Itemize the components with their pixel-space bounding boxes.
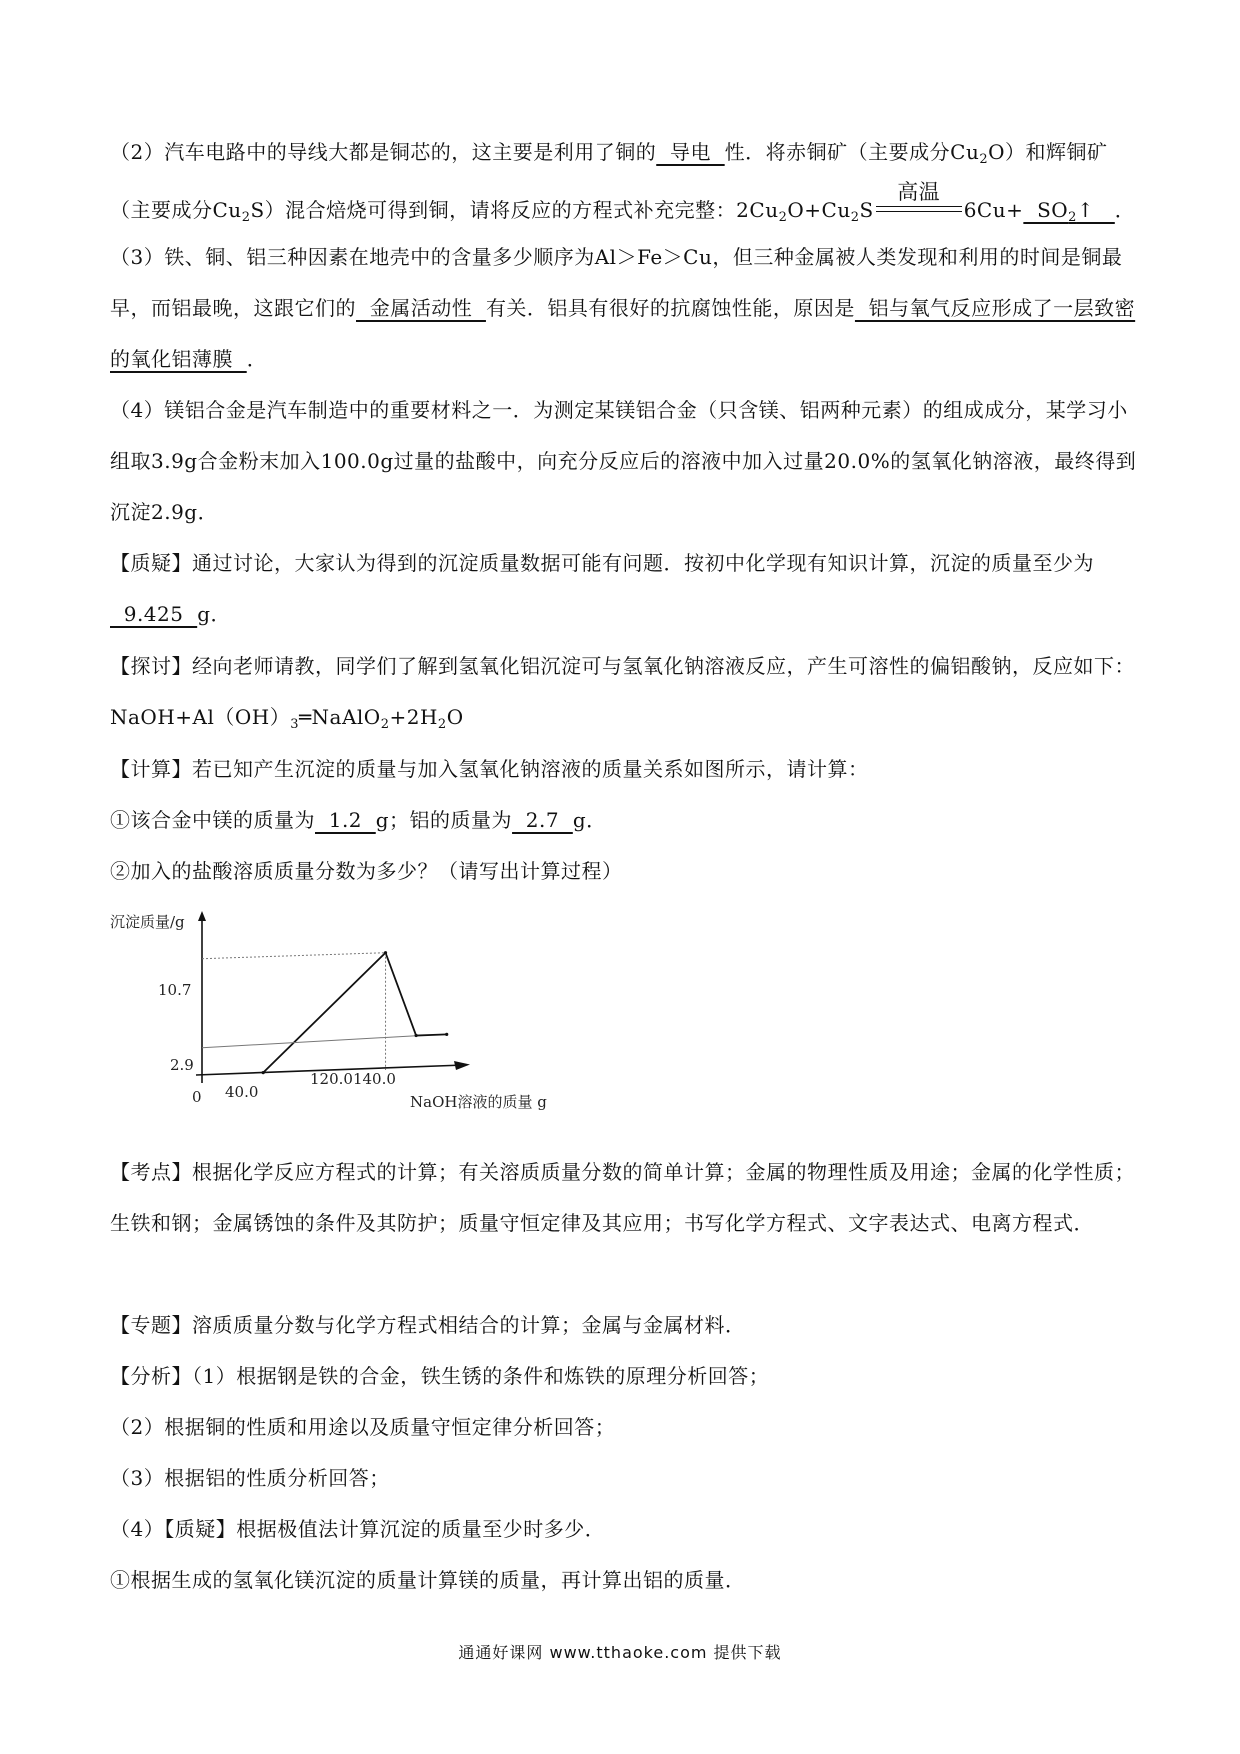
q2-text-2: 性．将赤铜矿（主要成分Cu: [724, 140, 980, 164]
q2-end: ．: [1114, 198, 1136, 222]
section-jisuan: [110, 744, 1140, 795]
subscript: 2: [979, 152, 989, 167]
q2-text-5: O+Cu: [787, 198, 851, 222]
answer-so2-arrow: ↑: [1076, 198, 1115, 222]
origin-label: 0: [192, 1088, 202, 1106]
equation-line-top: [876, 206, 962, 207]
tantao-text-2: ═NaAlO: [298, 705, 381, 729]
section-kaodian: [110, 1147, 1140, 1249]
series-line: [263, 953, 447, 1073]
q2-text-7: 6Cu+: [963, 198, 1024, 222]
q2-text-3: O）和辉铜矿（主要成分Cu: [110, 140, 1108, 222]
condition-high-temperature: 高温: [897, 180, 941, 204]
tag-fenxi: 【分析】: [110, 1364, 192, 1388]
question-4: [110, 385, 1140, 538]
answer-blank-oxide-film: 铝与氧气反应形成了一层致密的氧化铝薄膜: [110, 296, 1136, 371]
chart-svg: [110, 905, 610, 1120]
item1-end: g．: [572, 808, 607, 832]
question-3: [110, 232, 1140, 385]
page-footer: 通通好课网 www.tthaoke.com 提供下载: [458, 1643, 782, 1662]
fenxi-line-2: [110, 1402, 1140, 1453]
tag-zhiyi: 【质疑】: [110, 551, 192, 575]
zhuanti-text: 溶质质量分数与化学方程式相结合的计算；金属与金属材料．: [192, 1313, 746, 1337]
tag-tantao: 【探讨】: [110, 654, 192, 678]
zhiyi-end: g．: [197, 602, 231, 626]
reaction-condition: [876, 180, 962, 219]
subscript: 2: [1068, 210, 1077, 225]
q2-text-4: S）混合焙烧可得到铜，请将反应的方程式补充完整：2Cu: [250, 198, 779, 222]
item-2: [110, 846, 1140, 897]
jisuan-text: 若已知产生沉淀的质量与加入氢氧化钠溶液的质量关系如图所示，请计算：: [192, 757, 869, 781]
fenxi-text: （1）根据钢是铁的合金，铁生锈的条件和炼铁的原理分析回答；: [192, 1364, 770, 1388]
fenxi3-text: （3）根据铝的性质分析回答；: [110, 1466, 390, 1490]
answer-blank-mg-mass: 1.2: [315, 808, 376, 832]
y-axis-label: 沉淀质量/g: [110, 913, 185, 931]
answer-blank-al-mass: 2.7: [512, 808, 573, 832]
guide-line-peak: [202, 953, 386, 959]
subscript: 2: [241, 210, 251, 225]
subscript: 3: [290, 717, 299, 732]
fenxi2-text: （2）根据铜的性质和用途以及质量守恒定律分析回答；: [110, 1415, 616, 1439]
data-point: [262, 1071, 265, 1074]
tag-zhuanti: 【专题】: [110, 1313, 192, 1337]
subscript: 2: [850, 210, 860, 225]
question-2: [110, 127, 1140, 243]
answer-blank-so2: [1023, 198, 1115, 225]
section-tantao: [110, 641, 1140, 750]
fenxi4-text: （4）【质疑】根据极值法计算沉淀的质量至少时多少．: [110, 1517, 606, 1541]
zhiyi-text: 通过讨论，大家认为得到的沉淀质量数据可能有问题．按初中化学现有知识计算，沉淀的质量至少为: [192, 551, 1094, 575]
q3-end: ．: [246, 347, 268, 371]
y-tick-label: 10.7: [158, 981, 192, 999]
q3-text: （3）铁、铜、铝三种因素在地壳中的含量多少顺序为Al＞Fe＞Cu，但三种金属被人类发现和利用的时间是铜最早，而铝最晚，这跟它们的: [110, 245, 1123, 320]
section-zhiyi: [110, 538, 1140, 640]
q2-text-6: S: [859, 198, 874, 222]
answer-blank-conductivity: 导电: [656, 140, 725, 164]
fenxi-line-4: [110, 1504, 1140, 1555]
tag-kaodian: 【考点】: [110, 1160, 192, 1184]
subscript: 2: [437, 717, 447, 732]
q2-text: （2）汽车电路中的导线大都是铜芯的，这主要是利用了铜的: [110, 140, 657, 164]
q3-text-2: 有关．铝具有很好的抗腐蚀性能，原因是: [485, 296, 855, 320]
item1-text: ①该合金中镁的质量为: [110, 808, 315, 832]
y-axis-arrow: [198, 911, 206, 921]
equation-line-bottom: [876, 211, 962, 212]
y-tick-label: 2.9: [170, 1056, 194, 1074]
section-zhuanti: [110, 1300, 1140, 1351]
tantao-text-4: O: [446, 705, 464, 729]
fenxi-line-5: [110, 1555, 1140, 1606]
x-tick-label-combined: 120.0140.0: [310, 1070, 396, 1088]
fenxi-line-3: [110, 1453, 1140, 1504]
fenxi5-text: ①根据生成的氢氧化镁沉淀的质量计算镁的质量，再计算出铝的质量．: [110, 1568, 746, 1592]
tag-jisuan: 【计算】: [110, 757, 192, 781]
tantao-text: 经向老师请教，同学们了解到氢氧化铝沉淀可与氢氧化钠溶液反应，产生可溶性的偏铝酸钠，反应如下：NaOH+Al（OH）: [110, 654, 1135, 729]
tantao-text-3: +2H: [389, 705, 438, 729]
data-point: [384, 951, 387, 954]
item2-text: ②加入的盐酸溶质质量分数为多少？（请写出计算过程）: [110, 859, 623, 883]
subscript: 2: [380, 717, 390, 732]
section-fenxi: [110, 1351, 1140, 1402]
answer-so2-text: SO: [1023, 198, 1069, 222]
data-point: [415, 1034, 418, 1037]
item1-text-2: g；铝的质量为: [375, 808, 513, 832]
subscript: 2: [778, 210, 788, 225]
x-axis-arrow: [454, 1061, 470, 1070]
precipitate-mass-chart: [110, 905, 610, 1120]
x-axis-label: NaOH溶液的质量 g: [410, 1093, 547, 1111]
x-tick-label: 40.0: [225, 1083, 259, 1101]
answer-blank-min-mass: 9.425: [110, 602, 198, 626]
guide-line-29: [202, 1036, 416, 1048]
item-1: [110, 795, 1140, 846]
kaodian-text: 根据化学反应方程式的计算；有关溶质质量分数的简单计算；金属的物理性质及用途；金属的化学性质；生铁和钢；金属锈蚀的条件及其防护；质量守恒定律及其应用；书写化学方程式、文字表达式、电离方程式．: [110, 1160, 1135, 1235]
answer-blank-activity: 金属活动性: [356, 296, 486, 320]
data-point: [445, 1033, 448, 1036]
q4-text: （4）镁铝合金是汽车制造中的重要材料之一．为测定某镁铝合金（只含镁、铝两种元素）的组成成分，某学习小组取3.9g合金粉末加入100.0g过量的盐酸中，向充分反应后的溶液中加入过量20.0%的氢氧化钠溶液，最终得到沉淀2.9g．: [110, 398, 1137, 524]
